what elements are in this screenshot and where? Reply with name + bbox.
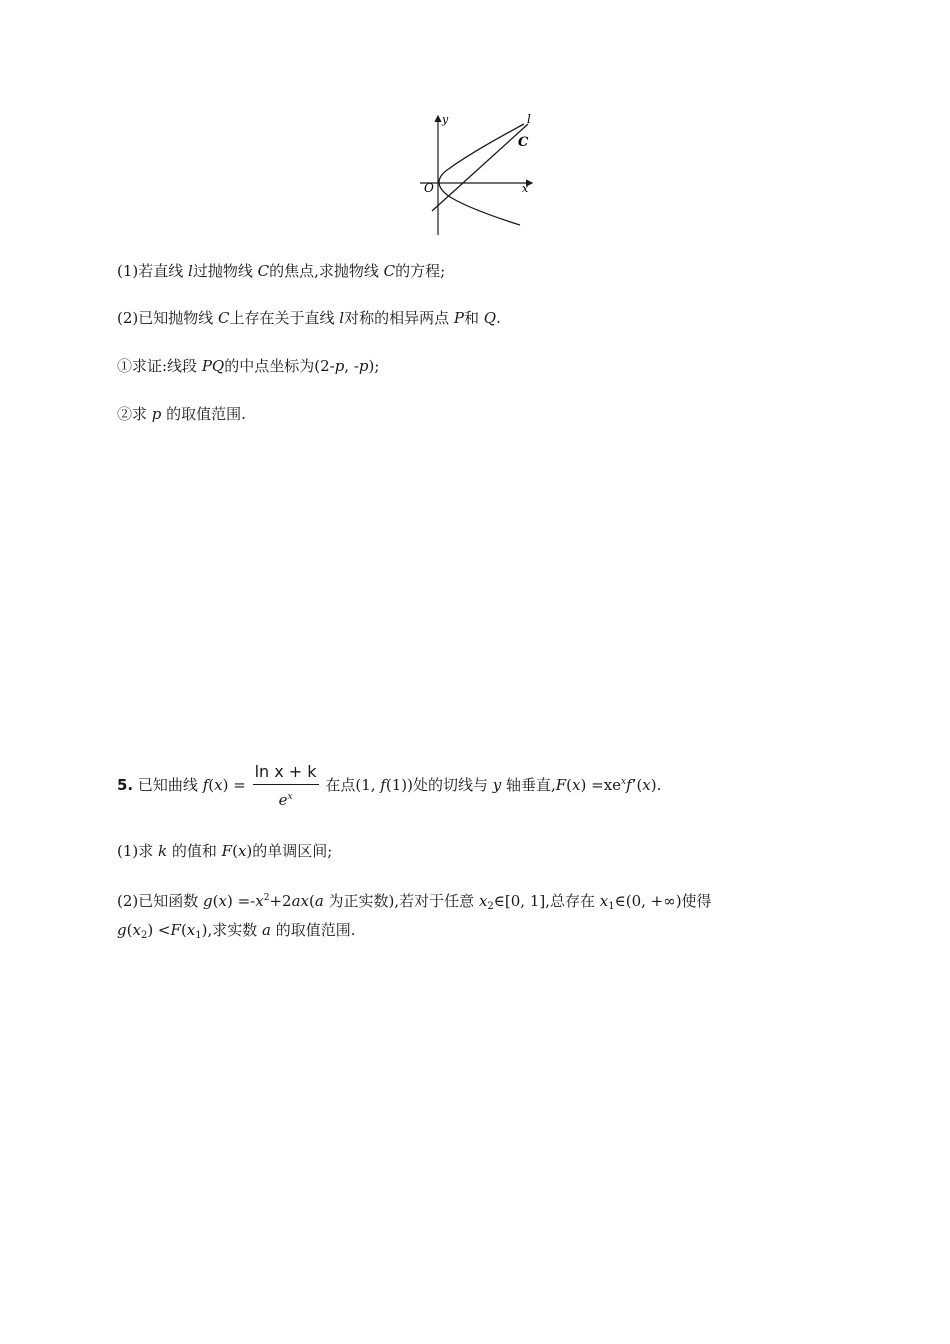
text-run: ( xyxy=(212,892,219,910)
p4-sub2 xyxy=(117,404,246,424)
curve-c-label: C xyxy=(518,135,529,150)
text-run: x xyxy=(186,921,196,939)
text-run: l xyxy=(188,262,193,280)
text-run: x xyxy=(572,776,581,794)
p4-part2 xyxy=(117,308,501,328)
text-run: (1)求 xyxy=(117,842,159,860)
p5-part2-line1 xyxy=(117,888,712,917)
text-run: x xyxy=(287,792,293,802)
text-run: C xyxy=(257,262,270,280)
text-run: 2 xyxy=(487,901,494,912)
fraction-denominator xyxy=(253,785,319,810)
text-run: e xyxy=(278,791,288,809)
text-run: g xyxy=(117,921,127,939)
text-run: x xyxy=(255,892,264,910)
text-run: (2)已知抛物线 xyxy=(117,309,219,327)
text-run: 的中点坐标为(2- xyxy=(224,357,335,375)
text-run: 上存在关于直线 xyxy=(229,309,340,327)
p4-part1 xyxy=(117,261,445,281)
text-run: . xyxy=(496,309,501,327)
text-run: x xyxy=(621,777,627,787)
p5-part2-line2 xyxy=(117,920,356,946)
text-run: (1)若直线 xyxy=(117,262,189,280)
text-run: F xyxy=(170,921,181,939)
text-run: ) =xe xyxy=(580,776,622,794)
text-run: ) =- xyxy=(226,892,256,910)
text-run: x xyxy=(132,921,141,939)
text-run: 为正实数),若对于任意 xyxy=(323,892,479,910)
text-run: ( xyxy=(232,842,238,860)
text-run: (1))处的切线与 xyxy=(385,776,493,794)
text-run: F xyxy=(555,776,567,794)
text-run: 在点(1, xyxy=(325,776,381,794)
text-run: a xyxy=(314,892,324,910)
text-run: f xyxy=(626,776,632,794)
text-run: 对称的相异两点 xyxy=(344,309,454,327)
text-run: p xyxy=(334,357,345,375)
line-l-label: l xyxy=(527,112,531,126)
text-run: 2 xyxy=(263,893,270,903)
parabola-figure xyxy=(414,110,538,240)
text-run: ∈[0, 1],总存在 xyxy=(493,892,600,910)
text-run: 的方程; xyxy=(395,262,446,280)
problem-number: 5. xyxy=(117,776,134,794)
text-run: f xyxy=(202,776,209,794)
text-run: ( xyxy=(126,921,133,939)
text-run: ); xyxy=(368,357,380,375)
text-run: ( xyxy=(180,921,187,939)
y-axis-label: y xyxy=(442,113,449,126)
text-run: x xyxy=(642,776,651,794)
text-run: ②求 xyxy=(117,405,152,423)
text-run: ( xyxy=(566,776,573,794)
text-run: 已知曲线 xyxy=(137,776,203,794)
text-run: x xyxy=(214,776,223,794)
text-run: C xyxy=(218,309,230,327)
text-run: 和 xyxy=(463,309,484,327)
p4-sub1 xyxy=(117,356,379,376)
text-run: l xyxy=(339,309,345,327)
text-run: g xyxy=(203,892,213,910)
text-run: C xyxy=(383,262,396,280)
text-run: x xyxy=(218,892,227,910)
text-run: 1 xyxy=(195,930,202,941)
text-run: x xyxy=(237,842,247,860)
text-run: ),求实数 xyxy=(201,921,263,939)
text-run: F xyxy=(221,842,233,860)
text-run: p xyxy=(358,357,369,375)
text-run: 1 xyxy=(608,901,615,912)
text-run: f xyxy=(380,776,386,794)
text-run: ). xyxy=(650,776,662,794)
p5-part1 xyxy=(117,841,332,861)
parabola-diagram xyxy=(414,110,538,240)
text-run: ①求证:线段 xyxy=(117,357,202,375)
text-run: (2)已知函数 xyxy=(117,892,204,910)
text-run: ∈(0, +∞)使得 xyxy=(614,892,712,910)
text-run: y xyxy=(492,776,502,794)
text-run: k xyxy=(158,842,168,860)
text-run: p xyxy=(151,405,162,423)
text-run: Q xyxy=(483,309,497,327)
text-run: 的焦点,求抛物线 xyxy=(269,262,384,280)
x-axis-label: x xyxy=(522,182,529,195)
text-run: x xyxy=(599,892,609,910)
text-run: 的值和 xyxy=(167,842,222,860)
text-run: ax xyxy=(291,892,309,910)
text-run: ) < xyxy=(147,921,171,939)
text-run: +2 xyxy=(269,892,292,910)
text-run: 过抛物线 xyxy=(192,262,258,280)
text-run: x xyxy=(478,892,488,910)
fraction xyxy=(253,762,319,810)
line-l xyxy=(432,124,528,211)
text-run: ’( xyxy=(631,776,643,794)
text-run: 的取值范围. xyxy=(270,921,356,939)
text-run: ( xyxy=(208,776,215,794)
text-run: ) = xyxy=(222,776,246,794)
text-run: , - xyxy=(344,357,359,375)
text-run: 2 xyxy=(140,930,148,941)
text-run: 的取值范围. xyxy=(161,405,246,423)
text-run: PQ xyxy=(201,357,225,375)
text-run: ( xyxy=(308,892,315,910)
text-run: 轴垂直, xyxy=(501,776,556,794)
text-run: P xyxy=(453,309,464,327)
text-run: )的单调区间; xyxy=(246,842,333,860)
origin-label: O xyxy=(424,181,434,195)
text-run: a xyxy=(262,921,271,939)
p5-stem xyxy=(117,762,661,810)
fraction-numerator: ln x + k xyxy=(253,762,319,785)
